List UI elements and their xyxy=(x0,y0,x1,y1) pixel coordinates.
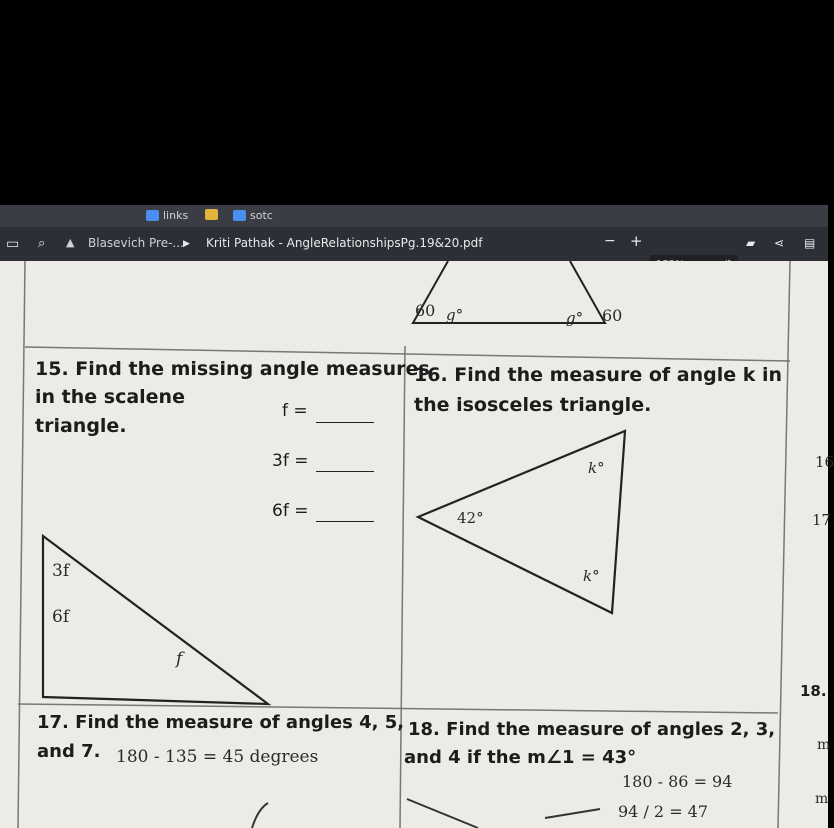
next-page-m2: m xyxy=(815,791,829,807)
q16-angle-bottom: k° xyxy=(583,567,600,585)
bookmarks-bar xyxy=(0,205,828,227)
search-icon[interactable]: ⌕ xyxy=(38,236,46,251)
pdf-page xyxy=(0,261,834,828)
background-top xyxy=(0,0,828,205)
top-right-angle: 60 xyxy=(602,306,623,325)
q15-f-answer-line[interactable] xyxy=(316,422,374,423)
top-left-angle: 60 xyxy=(415,301,436,320)
zoom-in-button[interactable]: + xyxy=(630,232,643,250)
print-icon[interactable]: ▤ xyxy=(804,236,816,250)
list-icon xyxy=(233,210,246,221)
q15-tri-f: f xyxy=(176,649,183,669)
q15-tri-3f: 3f xyxy=(52,561,70,581)
top-left-var: g° xyxy=(446,306,464,324)
bookmark-label: links xyxy=(163,209,189,222)
q17-prompt-line2: and 7. xyxy=(37,741,101,762)
zoom-out-button[interactable]: − xyxy=(604,233,616,249)
q16-prompt-line1: 16. Find the measure of angle k in xyxy=(414,364,783,386)
q17-prompt-line1: 17. Find the measure of angles 4, 5, xyxy=(37,712,405,733)
download-icon[interactable]: ▰ xyxy=(746,236,756,250)
q17-work: 180 - 135 = 45 degrees xyxy=(116,747,319,767)
q15-3f-answer-line[interactable] xyxy=(316,471,374,472)
bookmark-ext[interactable] xyxy=(205,209,218,220)
bookmark-sotc[interactable] xyxy=(233,209,273,222)
breadcrumb-crumb[interactable]: Blasevich Pre-... xyxy=(88,236,184,250)
q15-f-label: f = xyxy=(282,401,308,421)
next-page-17: 17 xyxy=(812,511,832,529)
q18-prompt-line1: 18. Find the measure of angles 2, 3, xyxy=(408,719,776,740)
next-page-16: 16 xyxy=(815,453,834,471)
top-right-var: g° xyxy=(566,309,584,327)
q15-prompt-line1: 15. Find the missing angle measures xyxy=(35,358,430,380)
bookmark-links[interactable] xyxy=(146,209,188,222)
q16-angle-top: k° xyxy=(588,459,605,477)
q15-tri-6f: 6f xyxy=(52,607,70,627)
share-icon[interactable]: ⋖ xyxy=(774,236,785,250)
q16-angle-left: 42° xyxy=(457,509,484,527)
q15-prompt-line3: triangle. xyxy=(35,415,127,437)
bookmark-label: sotc xyxy=(250,209,273,222)
q18-prompt-line2: and 4 if the m∠1 = 43° xyxy=(404,747,637,768)
next-page-18: 18. xyxy=(800,682,827,700)
sidebar-toggle-icon[interactable]: ▭ xyxy=(6,236,20,252)
q18-work-line2: 94 / 2 = 47 xyxy=(618,802,709,821)
file-title: Kriti Pathak - AngleRelationshipsPg.19&20.pdf xyxy=(206,236,483,250)
q16-prompt-line2: the isosceles triangle. xyxy=(414,394,652,416)
chevron-right-icon: ▶ xyxy=(183,239,190,249)
next-page-m1: m xyxy=(817,737,831,753)
q15-6f-answer-line[interactable] xyxy=(316,521,374,522)
q15-prompt-line2: in the scalene xyxy=(35,386,185,408)
extension-icon xyxy=(205,209,218,220)
q15-6f-label: 6f = xyxy=(272,501,309,521)
bookmark-icon xyxy=(146,210,159,221)
q15-3f-label: 3f = xyxy=(272,451,309,471)
q18-work-line1: 180 - 86 = 94 xyxy=(622,772,733,791)
drive-icon: ▲ xyxy=(66,236,75,249)
